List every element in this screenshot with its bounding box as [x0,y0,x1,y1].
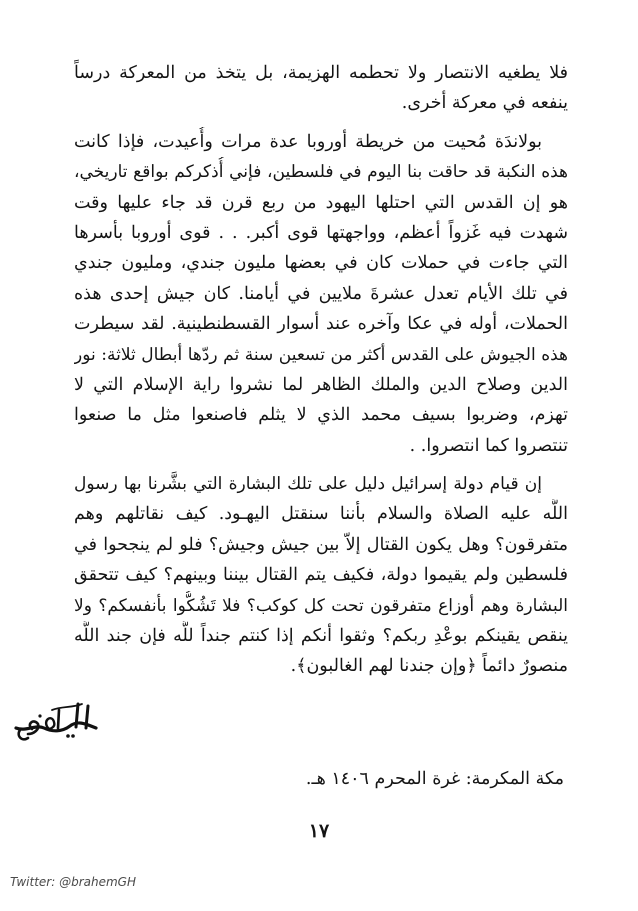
author-signature [12,694,102,746]
text-line: شهدت فيه غَزواً أعظم، وواجهتها قوى أكبر. . . قوى أوروبا بأسرها [74,222,568,243]
text-line: فلا يطغيه الانتصار ولا تحطمه الهزيمة، بل يتخذ من المعركة درساً [74,63,568,83]
text-line: هذه النكبة قد حاقت بنا اليوم في فلسطين، فإني أُذكركم بواقع تاريخي، [74,162,568,183]
text-line: البشارة وهم أوزاع متفرقون تحت كل كوكب؟ فلا تَشُكُّوا بأنفسكم؟ ولا [74,595,568,616]
watermark-credit: Twitter: @brahemGH [10,875,136,889]
paragraph-gap [74,461,568,469]
text-line: ينفعه في معركة أخرى. [401,93,568,114]
paragraph-gap [74,119,568,127]
page-number: ١٧ [308,820,330,842]
text-line: متفرقون؟ وهل يكون القتال إلاّ بين جيش وجيش؟ فلو لم ينجحوا في [74,534,568,555]
text-line: بولاندَة مُحيت من خريطة أوروبا عدة مرات وأُعيدت، فإذا كانت [74,131,542,152]
place-and-date: مكة المكرمة: غرة المحرم ١٤٠٦ هـ. [305,769,564,789]
text-line: تنتصروا كما انتصروا. . [409,435,568,456]
text-line: تهزم، وضربوا بسيف محمد الذي لا يثلم فاصنعوا مثل ما صنعوا [74,405,568,426]
text-line: التي جاءت في حملات كان في بعضها مليون جندي، ومليون جندي [74,253,568,274]
text-line: فلسطين ولم يقيموا دولة، فكيف يتم القتال بيننا وبينهم؟ كيف تتحقق [74,565,568,586]
text-line: الدين وصلاح الدين والملك الظاهر لما نشروا راية الإسلام التي لا [74,374,568,395]
text-line: ينقص يقينكم بوعْدِ ربكم؟ وثقوا أنكم إذا كنتم جنداً للَّه فإن جند اللَّه [74,626,568,647]
text-line: هو إن القدس التي احتلها اليهود من ربع قرن قد جاء عليها وقت [74,192,568,213]
text-line: الحملات، أوله في عكا وآخره عند أسوار القسطنطينية. لقد سيطرت [74,314,568,335]
body-text [74,58,568,682]
text-line: هذه الجيوش على القدس أكثر من تسعين سنة ثم ردّها أبطال ثلاثة: نور [74,344,568,365]
signature-calligraphy [12,694,102,746]
text-line: في تلك الأيام تعدل عشرةَ ملايين في أيامنا. كان جيش إحدى هذه [74,283,568,304]
text-line: منصورٌ دائماً ﴿وإن جندنا لهم الغالبون﴾. [290,656,568,677]
text-line: اللَّه عليه الصلاة والسلام بأننا سنقتل اليهـود. كيف نقاتلهم وهم [74,504,568,525]
text-line: إن قيام دولة إسرائيل دليل على تلك البشارة التي بشَّرنا بها رسول [74,474,542,495]
